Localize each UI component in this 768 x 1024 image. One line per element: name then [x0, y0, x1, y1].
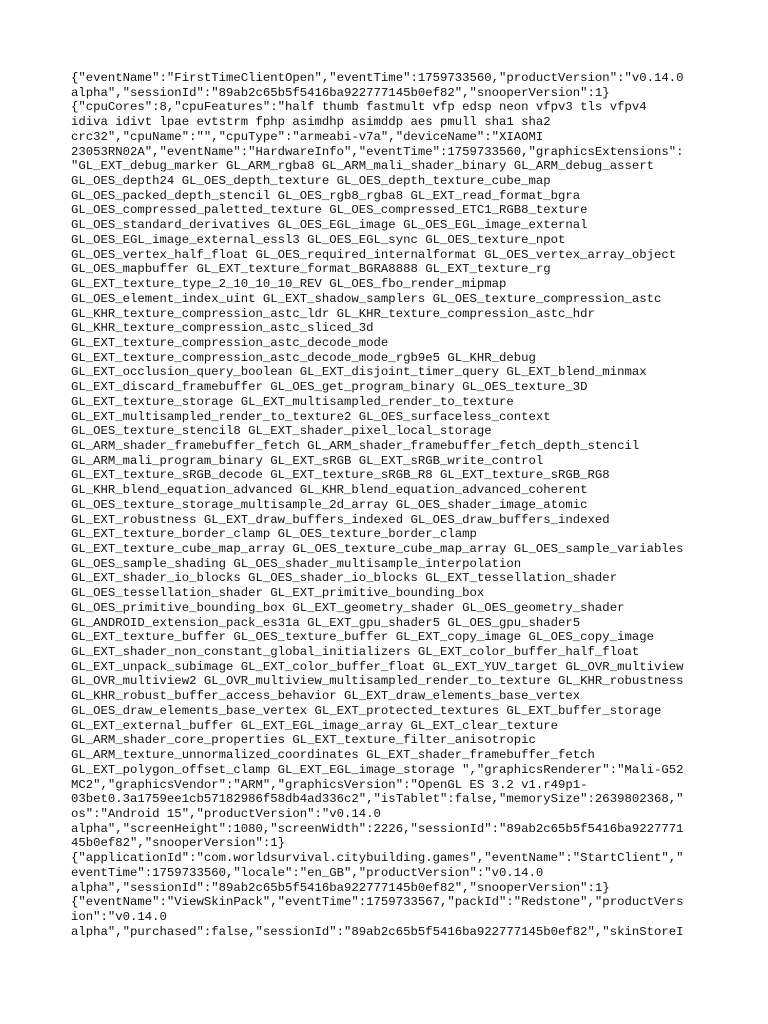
- log-line: GL_KHR_robust_buffer_access_behavior GL_EXT_draw_elements_base_vertex: [71, 689, 581, 704]
- log-line: GL_OES_compressed_paletted_texture GL_OES_compressed_ETC1_RGB8_texture: [71, 203, 588, 218]
- log-line: GL_OES_vertex_half_float GL_OES_required_internalformat GL_OES_vertex_array_object: [71, 247, 677, 262]
- log-line: GL_OES_primitive_bounding_box GL_EXT_geometry_shader GL_OES_geometry_shader: [71, 600, 625, 615]
- log-line: GL_OES_element_index_uint GL_EXT_shadow_samplers GL_OES_texture_compression_astc: [71, 291, 662, 306]
- log-line: GL_OES_texture_storage_multisample_2d_array GL_OES_shader_image_atomic: [71, 497, 588, 512]
- log-line: GL_EXT_shader_non_constant_global_initializers GL_EXT_color_buffer_half_float: [71, 645, 640, 660]
- log-line: GL_OVR_multiview2 GL_OVR_multiview_multisampled_render_to_texture GL_KHR_robustness: [71, 674, 684, 689]
- log-line: eventTime":1759733560,"locale":"en_GB","productVersion":"v0.14.0: [71, 865, 544, 880]
- log-line: GL_OES_texture_stencil8 GL_EXT_shader_pixel_local_storage: [71, 424, 492, 439]
- log-line: GL_EXT_occlusion_query_boolean GL_EXT_disjoint_timer_query GL_EXT_blend_minmax: [71, 365, 647, 380]
- log-line: 03bet0.3a1759ee1cb57182986f58db4ad336c2","isTablet":false,"memorySize":2639802368,": [71, 792, 684, 807]
- log-line: GL_EXT_robustness GL_EXT_draw_buffers_indexed GL_OES_draw_buffers_indexed: [71, 512, 610, 527]
- log-line: GL_OES_packed_depth_stencil GL_OES_rgb8_rgba8 GL_EXT_read_format_bgra: [71, 188, 581, 203]
- log-line: GL_ARM_texture_unnormalized_coordinates GL_EXT_shader_framebuffer_fetch: [71, 748, 595, 763]
- log-line: GL_EXT_polygon_offset_clamp GL_EXT_EGL_image_storage ","graphicsRenderer":"Mali-G52: [71, 762, 684, 777]
- log-line: GL_OES_EGL_image_external_essl3 GL_OES_EGL_sync GL_OES_texture_npot: [71, 232, 566, 247]
- log-line: crc32","cpuName":"","cpuType":"armeabi-v7a","deviceName":"XIAOMI: [71, 129, 544, 144]
- log-line: {"applicationId":"com.worldsurvival.citybuilding.games","eventName":"StartClient",": [71, 851, 684, 866]
- log-line: GL_ARM_mali_program_binary GL_EXT_sRGB GL_EXT_sRGB_write_control: [71, 453, 544, 468]
- log-line: ion":"v0.14.0: [71, 909, 167, 924]
- log-text-block: [71, 71, 751, 939]
- log-line: GL_EXT_texture_storage GL_EXT_multisampled_render_to_texture: [71, 394, 514, 409]
- log-line: GL_EXT_unpack_subimage GL_EXT_color_buffer_float GL_EXT_YUV_target GL_OVR_multiview: [71, 659, 684, 674]
- log-line: GL_ARM_shader_core_properties GL_EXT_texture_filter_anisotropic: [71, 733, 536, 748]
- log-line: 45b0ef82","snooperVersion":1}: [71, 836, 286, 851]
- log-line: GL_EXT_multisampled_render_to_texture2 GL_OES_surfaceless_context: [71, 409, 551, 424]
- log-line: GL_ARM_shader_framebuffer_fetch GL_ARM_shader_framebuffer_fetch_depth_stencil: [71, 438, 640, 453]
- log-line: GL_KHR_texture_compression_astc_sliced_3d: [71, 321, 374, 336]
- log-line: {"eventName":"ViewSkinPack","eventTime":1759733567,"packId":"Redstone","productVers: [71, 895, 684, 910]
- log-line: GL_OES_draw_elements_base_vertex GL_EXT_protected_textures GL_EXT_buffer_storage: [71, 703, 662, 718]
- log-line: GL_OES_standard_derivatives GL_OES_EGL_image GL_OES_EGL_image_external: [71, 218, 588, 233]
- log-line: 23053RN02A","eventName":"HardwareInfo","eventTime":1759733560,"graphicsExtensions":: [71, 144, 684, 159]
- log-line: GL_EXT_texture_compression_astc_decode_mode: [71, 335, 389, 350]
- log-line: GL_OES_depth24 GL_OES_depth_texture GL_OES_depth_texture_cube_map: [71, 174, 551, 189]
- log-line: GL_EXT_texture_border_clamp GL_OES_texture_border_clamp: [71, 527, 477, 542]
- log-line: alpha","sessionId":"89ab2c65b5f5416ba922777145b0ef82","snooperVersion":1}: [71, 880, 610, 895]
- log-line: GL_ANDROID_extension_pack_es31a GL_EXT_gpu_shader5 GL_OES_gpu_shader5: [71, 615, 581, 630]
- log-line: GL_EXT_texture_type_2_10_10_10_REV GL_OES_fbo_render_mipmap: [71, 277, 507, 292]
- log-line: GL_KHR_texture_compression_astc_ldr GL_KHR_texture_compression_astc_hdr: [71, 306, 595, 321]
- log-line: GL_EXT_discard_framebuffer GL_OES_get_program_binary GL_OES_texture_3D: [71, 380, 588, 395]
- log-line: GL_EXT_texture_compression_astc_decode_mode_rgb9e5 GL_KHR_debug: [71, 350, 536, 365]
- log-line: GL_OES_sample_shading GL_OES_shader_multisample_interpolation: [71, 556, 522, 571]
- log-line: GL_EXT_texture_buffer GL_OES_texture_buffer GL_EXT_copy_image GL_OES_copy_image: [71, 630, 654, 645]
- log-line: GL_EXT_texture_sRGB_decode GL_EXT_texture_sRGB_R8 GL_EXT_texture_sRGB_RG8: [71, 468, 610, 483]
- log-line: idiva idivt lpae evtstrm fphp asimdhp asimddp aes pmull sha1 sha2: [71, 115, 551, 130]
- log-line: "GL_EXT_debug_marker GL_ARM_rgba8 GL_ARM_mali_shader_binary GL_ARM_debug_assert: [71, 159, 654, 174]
- log-line: os":"Android 15","productVersion":"v0.14.0: [71, 806, 381, 821]
- log-line: alpha","screenHeight":1080,"screenWidth":2226,"sessionId":"89ab2c65b5f5416ba9227771: [71, 821, 684, 836]
- log-line: alpha","purchased":false,"sessionId":"89ab2c65b5f5416ba922777145b0ef82","skinStoreI: [71, 924, 684, 939]
- log-line: GL_EXT_external_buffer GL_EXT_EGL_image_array GL_EXT_clear_texture: [71, 718, 559, 733]
- log-line: {"eventName":"FirstTimeClientOpen","eventTime":1759733560,"productVersion":"v0.14.0: [71, 71, 684, 85]
- log-line: alpha","sessionId":"89ab2c65b5f5416ba922777145b0ef82","snooperVersion":1}: [71, 85, 610, 100]
- log-line: GL_KHR_blend_equation_advanced GL_KHR_blend_equation_advanced_coherent: [71, 483, 588, 498]
- log-line: MC2","graphicsVendor":"ARM","graphicsVersion":"OpenGL ES 3.2 v1.r49p1-: [71, 777, 588, 792]
- log-line: GL_OES_mapbuffer GL_EXT_texture_format_BGRA8888 GL_EXT_texture_rg: [71, 262, 551, 277]
- log-line: GL_OES_tessellation_shader GL_EXT_primitive_bounding_box: [71, 586, 485, 601]
- log-line: GL_EXT_shader_io_blocks GL_OES_shader_io_blocks GL_EXT_tessellation_shader: [71, 571, 618, 586]
- log-line: {"cpuCores":8,"cpuFeatures":"half thumb fastmult vfp edsp neon vfpv3 tls vfpv4: [71, 100, 647, 115]
- log-line: GL_EXT_texture_cube_map_array GL_OES_texture_cube_map_array GL_OES_sample_variables: [71, 542, 684, 556]
